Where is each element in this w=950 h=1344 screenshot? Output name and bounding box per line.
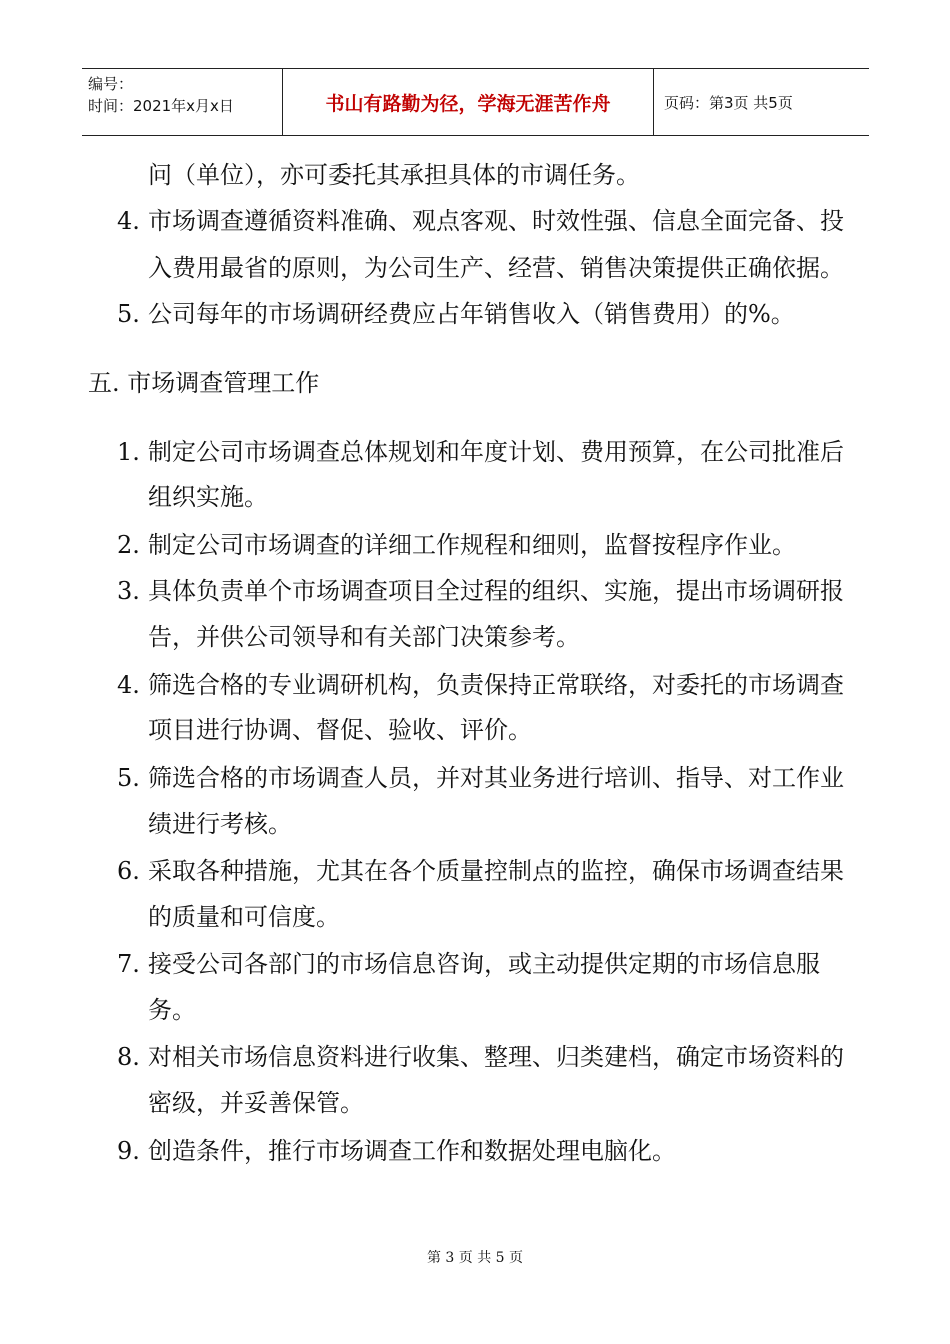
date-label: 时间：2021年x月x日	[88, 97, 234, 115]
header-motto: 书山有路勤为径，学海无涯苦作舟	[283, 69, 654, 135]
list-item	[117, 437, 844, 467]
item-text: 接受公司各部门的市场信息咨询，或主动提供定期的市场信息服	[148, 950, 820, 978]
item-number: 6.	[117, 857, 140, 885]
list-item	[117, 299, 795, 329]
item-number: 5.	[117, 764, 140, 792]
header-table	[82, 68, 869, 136]
header-meta-cell	[82, 69, 283, 135]
item-number: 5.	[117, 300, 140, 328]
item-text: 对相关市场信息资料进行收集、整理、归类建档，确定市场资料的	[148, 1043, 844, 1071]
list-item	[117, 763, 844, 793]
item-text: 创造条件，推行市场调查工作和数据处理电脑化。	[148, 1137, 676, 1165]
item-text-cont: 告，并供公司领导和有关部门决策参考。	[148, 623, 580, 651]
item-text: 具体负责单个市场调查项目全过程的组织、实施，提出市场调研报	[148, 577, 844, 605]
item-text: 制定公司市场调查的详细工作规程和细则，监督按程序作业。	[148, 531, 796, 559]
item-number: 4.	[117, 671, 140, 699]
header-page-info: 页码：第3页 共5页	[664, 93, 793, 112]
item-number: 4.	[117, 207, 140, 235]
list-item	[117, 576, 844, 606]
page-footer: 第 3 页 共 5 页	[426, 1250, 524, 1266]
item-text-cont: 的质量和可信度。	[148, 903, 340, 931]
item-text: 筛选合格的市场调查人员，并对其业务进行培训、指导、对工作业	[148, 764, 844, 792]
list-item	[117, 1042, 844, 1072]
item-number: 3.	[117, 577, 140, 605]
list-item	[117, 206, 844, 236]
item-text: 市场调查遵循资料准确、观点客观、时效性强、信息全面完备、投	[148, 207, 844, 235]
item-text: 筛选合格的专业调研机构，负责保持正常联络，对委托的市场调查	[148, 671, 844, 699]
item-text: 采取各种措施，尤其在各个质量控制点的监控，确保市场调查结果	[148, 857, 844, 885]
list-item	[117, 1136, 676, 1166]
item-number: 9.	[117, 1137, 140, 1165]
item-number: 7.	[117, 950, 140, 978]
list-item	[117, 670, 844, 700]
item-text-cont: 绩进行考核。	[148, 810, 292, 838]
item-text: 公司每年的市场调研经费应占年销售收入（销售费用）的%。	[148, 300, 795, 328]
list-item	[117, 949, 820, 979]
list-item	[117, 856, 844, 886]
continuation-line: 问（单位），亦可委托其承担具体的市调任务。	[148, 161, 640, 189]
item-text-cont: 密级，并妥善保管。	[148, 1089, 364, 1117]
item-text-cont: 项目进行协调、督促、验收、评价。	[148, 716, 532, 744]
list-item	[117, 530, 796, 560]
item-number: 8.	[117, 1043, 140, 1071]
item-number: 2.	[117, 531, 140, 559]
item-text-cont: 入费用最省的原则，为公司生产、经营、销售决策提供正确依据。	[148, 254, 844, 282]
item-text-cont: 务。	[148, 996, 196, 1024]
item-text: 制定公司市场调查总体规划和年度计划、费用预算，在公司批准后	[148, 438, 844, 466]
section-title: 五. 市场调查管理工作	[88, 369, 320, 397]
item-number: 1.	[117, 438, 140, 466]
serial-label: 编号：	[88, 75, 134, 93]
item-text-cont: 组织实施。	[148, 483, 268, 511]
